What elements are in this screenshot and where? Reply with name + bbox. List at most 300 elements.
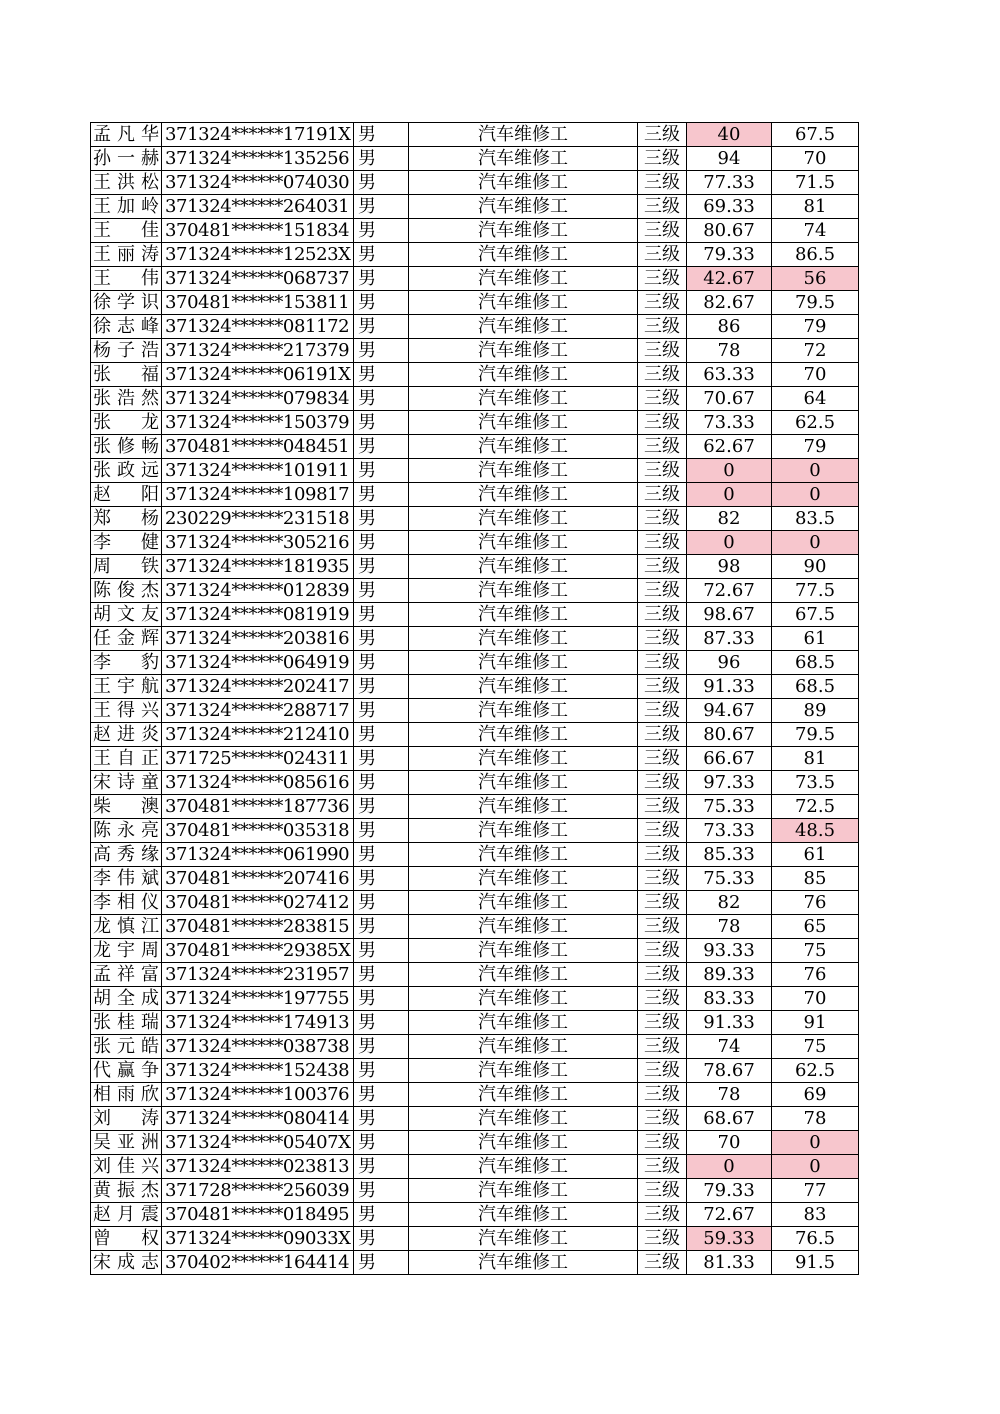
practical-score-cell: 89 <box>772 699 859 723</box>
name-cell: 胡文友 <box>91 603 162 627</box>
level-cell: 三级 <box>638 1083 687 1107</box>
occupation-cell: 汽车维修工 <box>409 771 638 795</box>
id-number-cell: 371324******06191X <box>162 363 354 387</box>
occupation-cell: 汽车维修工 <box>409 435 638 459</box>
table-row <box>91 1227 859 1251</box>
id-number-cell: 371324******061990 <box>162 843 354 867</box>
level-cell: 三级 <box>638 939 687 963</box>
name-cell: 张福 <box>91 363 162 387</box>
practical-score-cell: 68.5 <box>772 651 859 675</box>
occupation-cell: 汽车维修工 <box>409 387 638 411</box>
theory-score-cell: 98.67 <box>687 603 772 627</box>
name-cell: 周铁 <box>91 555 162 579</box>
name-cell: 刘涛 <box>91 1107 162 1131</box>
table-row <box>91 627 859 651</box>
id-number-cell: 230229******231518 <box>162 507 354 531</box>
occupation-cell: 汽车维修工 <box>409 315 638 339</box>
level-cell: 三级 <box>638 891 687 915</box>
gender-cell: 男 <box>354 1035 409 1059</box>
level-cell: 三级 <box>638 963 687 987</box>
level-cell: 三级 <box>638 123 687 147</box>
theory-score-cell: 42.67 <box>687 267 772 291</box>
theory-score-cell: 70 <box>687 1131 772 1155</box>
table-row <box>91 723 859 747</box>
gender-cell: 男 <box>354 1155 409 1179</box>
theory-score-cell: 0 <box>687 459 772 483</box>
level-cell: 三级 <box>638 579 687 603</box>
gender-cell: 男 <box>354 747 409 771</box>
level-cell: 三级 <box>638 459 687 483</box>
practical-score-cell: 48.5 <box>772 819 859 843</box>
gender-cell: 男 <box>354 1179 409 1203</box>
table-row <box>91 603 859 627</box>
id-number-cell: 371324******181935 <box>162 555 354 579</box>
occupation-cell: 汽车维修工 <box>409 1251 638 1275</box>
level-cell: 三级 <box>638 1011 687 1035</box>
id-number-cell: 371324******109817 <box>162 483 354 507</box>
name-cell: 高秀缘 <box>91 843 162 867</box>
practical-score-cell: 86.5 <box>772 243 859 267</box>
practical-score-cell: 67.5 <box>772 603 859 627</box>
gender-cell: 男 <box>354 1203 409 1227</box>
theory-score-cell: 78.67 <box>687 1059 772 1083</box>
practical-score-cell: 78 <box>772 1107 859 1131</box>
id-number-cell: 370481******027412 <box>162 891 354 915</box>
occupation-cell: 汽车维修工 <box>409 891 638 915</box>
practical-score-cell: 81 <box>772 747 859 771</box>
id-number-cell: 371324******288717 <box>162 699 354 723</box>
gender-cell: 男 <box>354 627 409 651</box>
id-number-cell: 371324******197755 <box>162 987 354 1011</box>
id-number-cell: 370481******187736 <box>162 795 354 819</box>
id-number-cell: 371324******09033X <box>162 1227 354 1251</box>
level-cell: 三级 <box>638 195 687 219</box>
name-cell: 赵月震 <box>91 1203 162 1227</box>
name-cell: 王自正 <box>91 747 162 771</box>
theory-score-cell: 68.67 <box>687 1107 772 1131</box>
id-number-cell: 371324******068737 <box>162 267 354 291</box>
name-cell: 孟凡华 <box>91 123 162 147</box>
gender-cell: 男 <box>354 555 409 579</box>
theory-score-cell: 0 <box>687 483 772 507</box>
name-cell: 赵阳 <box>91 483 162 507</box>
theory-score-cell: 0 <box>687 531 772 555</box>
id-number-cell: 370481******29385X <box>162 939 354 963</box>
practical-score-cell: 91.5 <box>772 1251 859 1275</box>
gender-cell: 男 <box>354 795 409 819</box>
table-row <box>91 963 859 987</box>
table-row <box>91 987 859 1011</box>
id-number-cell: 371324******038738 <box>162 1035 354 1059</box>
name-cell: 李豹 <box>91 651 162 675</box>
level-cell: 三级 <box>638 531 687 555</box>
practical-score-cell: 71.5 <box>772 171 859 195</box>
practical-score-cell: 62.5 <box>772 411 859 435</box>
theory-score-cell: 91.33 <box>687 675 772 699</box>
id-number-cell: 371725******024311 <box>162 747 354 771</box>
table-row <box>91 939 859 963</box>
practical-score-cell: 81 <box>772 195 859 219</box>
occupation-cell: 汽车维修工 <box>409 579 638 603</box>
level-cell: 三级 <box>638 363 687 387</box>
occupation-cell: 汽车维修工 <box>409 147 638 171</box>
gender-cell: 男 <box>354 651 409 675</box>
theory-score-cell: 70.67 <box>687 387 772 411</box>
name-cell: 相雨欣 <box>91 1083 162 1107</box>
practical-score-cell: 69 <box>772 1083 859 1107</box>
table-row <box>91 243 859 267</box>
practical-score-cell: 90 <box>772 555 859 579</box>
gender-cell: 男 <box>354 1059 409 1083</box>
occupation-cell: 汽车维修工 <box>409 243 638 267</box>
id-number-cell: 371324******203816 <box>162 627 354 651</box>
level-cell: 三级 <box>638 555 687 579</box>
gender-cell: 男 <box>354 267 409 291</box>
theory-score-cell: 72.67 <box>687 579 772 603</box>
gender-cell: 男 <box>354 819 409 843</box>
practical-score-cell: 79.5 <box>772 723 859 747</box>
gender-cell: 男 <box>354 339 409 363</box>
name-cell: 张龙 <box>91 411 162 435</box>
table-row <box>91 1203 859 1227</box>
score-table-body <box>91 123 859 1275</box>
name-cell: 张桂瑞 <box>91 1011 162 1035</box>
theory-score-cell: 97.33 <box>687 771 772 795</box>
table-row <box>91 1083 859 1107</box>
id-number-cell: 370481******035318 <box>162 819 354 843</box>
occupation-cell: 汽车维修工 <box>409 459 638 483</box>
level-cell: 三级 <box>638 1155 687 1179</box>
occupation-cell: 汽车维修工 <box>409 363 638 387</box>
gender-cell: 男 <box>354 939 409 963</box>
name-cell: 张元皓 <box>91 1035 162 1059</box>
theory-score-cell: 80.67 <box>687 219 772 243</box>
id-number-cell: 370481******283815 <box>162 915 354 939</box>
level-cell: 三级 <box>638 315 687 339</box>
practical-score-cell: 70 <box>772 987 859 1011</box>
id-number-cell: 371324******05407X <box>162 1131 354 1155</box>
theory-score-cell: 75.33 <box>687 795 772 819</box>
practical-score-cell: 70 <box>772 363 859 387</box>
table-row <box>91 579 859 603</box>
name-cell: 王宇航 <box>91 675 162 699</box>
name-cell: 龙宇周 <box>91 939 162 963</box>
level-cell: 三级 <box>638 483 687 507</box>
theory-score-cell: 78 <box>687 915 772 939</box>
name-cell: 孙一赫 <box>91 147 162 171</box>
name-cell: 张修畅 <box>91 435 162 459</box>
practical-score-cell: 0 <box>772 459 859 483</box>
id-number-cell: 371324******152438 <box>162 1059 354 1083</box>
occupation-cell: 汽车维修工 <box>409 411 638 435</box>
id-number-cell: 371324******12523X <box>162 243 354 267</box>
table-row <box>91 339 859 363</box>
name-cell: 胡全成 <box>91 987 162 1011</box>
id-number-cell: 371324******085616 <box>162 771 354 795</box>
theory-score-cell: 69.33 <box>687 195 772 219</box>
id-number-cell: 371324******081919 <box>162 603 354 627</box>
name-cell: 徐学识 <box>91 291 162 315</box>
occupation-cell: 汽车维修工 <box>409 507 638 531</box>
table-row <box>91 747 859 771</box>
name-cell: 徐志峰 <box>91 315 162 339</box>
practical-score-cell: 0 <box>772 1131 859 1155</box>
name-cell: 刘佳兴 <box>91 1155 162 1179</box>
gender-cell: 男 <box>354 243 409 267</box>
table-row <box>91 1035 859 1059</box>
occupation-cell: 汽车维修工 <box>409 963 638 987</box>
table-row <box>91 387 859 411</box>
level-cell: 三级 <box>638 915 687 939</box>
practical-score-cell: 75 <box>772 939 859 963</box>
id-number-cell: 370481******153811 <box>162 291 354 315</box>
gender-cell: 男 <box>354 291 409 315</box>
table-row <box>91 771 859 795</box>
theory-score-cell: 79.33 <box>687 1179 772 1203</box>
gender-cell: 男 <box>354 891 409 915</box>
level-cell: 三级 <box>638 699 687 723</box>
occupation-cell: 汽车维修工 <box>409 867 638 891</box>
level-cell: 三级 <box>638 603 687 627</box>
id-number-cell: 371324******174913 <box>162 1011 354 1035</box>
gender-cell: 男 <box>354 1251 409 1275</box>
level-cell: 三级 <box>638 1131 687 1155</box>
practical-score-cell: 76 <box>772 891 859 915</box>
table-row <box>91 1155 859 1179</box>
gender-cell: 男 <box>354 675 409 699</box>
table-row <box>91 147 859 171</box>
id-number-cell: 371324******079834 <box>162 387 354 411</box>
id-number-cell: 371324******080414 <box>162 1107 354 1131</box>
practical-score-cell: 76 <box>772 963 859 987</box>
level-cell: 三级 <box>638 219 687 243</box>
practical-score-cell: 77 <box>772 1179 859 1203</box>
id-number-cell: 371728******256039 <box>162 1179 354 1203</box>
name-cell: 张浩然 <box>91 387 162 411</box>
gender-cell: 男 <box>354 1227 409 1251</box>
level-cell: 三级 <box>638 1059 687 1083</box>
level-cell: 三级 <box>638 1203 687 1227</box>
practical-score-cell: 79 <box>772 315 859 339</box>
theory-score-cell: 94 <box>687 147 772 171</box>
level-cell: 三级 <box>638 747 687 771</box>
gender-cell: 男 <box>354 963 409 987</box>
gender-cell: 男 <box>354 843 409 867</box>
level-cell: 三级 <box>638 1179 687 1203</box>
gender-cell: 男 <box>354 723 409 747</box>
theory-score-cell: 93.33 <box>687 939 772 963</box>
practical-score-cell: 79 <box>772 435 859 459</box>
practical-score-cell: 62.5 <box>772 1059 859 1083</box>
gender-cell: 男 <box>354 507 409 531</box>
theory-score-cell: 73.33 <box>687 819 772 843</box>
practical-score-cell: 83.5 <box>772 507 859 531</box>
level-cell: 三级 <box>638 651 687 675</box>
id-number-cell: 371324******100376 <box>162 1083 354 1107</box>
practical-score-cell: 70 <box>772 147 859 171</box>
occupation-cell: 汽车维修工 <box>409 675 638 699</box>
occupation-cell: 汽车维修工 <box>409 555 638 579</box>
occupation-cell: 汽车维修工 <box>409 1107 638 1131</box>
table-row <box>91 819 859 843</box>
gender-cell: 男 <box>354 867 409 891</box>
table-row <box>91 219 859 243</box>
table-row <box>91 459 859 483</box>
id-number-cell: 371324******074030 <box>162 171 354 195</box>
table-row <box>91 891 859 915</box>
theory-score-cell: 89.33 <box>687 963 772 987</box>
practical-score-cell: 0 <box>772 531 859 555</box>
table-row <box>91 867 859 891</box>
occupation-cell: 汽车维修工 <box>409 795 638 819</box>
table-row <box>91 171 859 195</box>
occupation-cell: 汽车维修工 <box>409 819 638 843</box>
practical-score-cell: 67.5 <box>772 123 859 147</box>
theory-score-cell: 74 <box>687 1035 772 1059</box>
table-row <box>91 1131 859 1155</box>
level-cell: 三级 <box>638 819 687 843</box>
table-row <box>91 915 859 939</box>
id-number-cell: 371324******064919 <box>162 651 354 675</box>
practical-score-cell: 68.5 <box>772 675 859 699</box>
occupation-cell: 汽车维修工 <box>409 1131 638 1155</box>
name-cell: 陈俊杰 <box>91 579 162 603</box>
practical-score-cell: 79.5 <box>772 291 859 315</box>
table-row <box>91 555 859 579</box>
name-cell: 王佳 <box>91 219 162 243</box>
level-cell: 三级 <box>638 987 687 1011</box>
gender-cell: 男 <box>354 579 409 603</box>
level-cell: 三级 <box>638 267 687 291</box>
practical-score-cell: 75 <box>772 1035 859 1059</box>
level-cell: 三级 <box>638 435 687 459</box>
practical-score-cell: 65 <box>772 915 859 939</box>
gender-cell: 男 <box>354 411 409 435</box>
name-cell: 陈永亮 <box>91 819 162 843</box>
table-row <box>91 267 859 291</box>
name-cell: 黄振杰 <box>91 1179 162 1203</box>
level-cell: 三级 <box>638 1107 687 1131</box>
id-number-cell: 371324******231957 <box>162 963 354 987</box>
occupation-cell: 汽车维修工 <box>409 627 638 651</box>
name-cell: 曾权 <box>91 1227 162 1251</box>
name-cell: 王得兴 <box>91 699 162 723</box>
gender-cell: 男 <box>354 363 409 387</box>
occupation-cell: 汽车维修工 <box>409 1155 638 1179</box>
theory-score-cell: 91.33 <box>687 1011 772 1035</box>
gender-cell: 男 <box>354 1083 409 1107</box>
practical-score-cell: 64 <box>772 387 859 411</box>
occupation-cell: 汽车维修工 <box>409 843 638 867</box>
gender-cell: 男 <box>354 603 409 627</box>
table-row <box>91 507 859 531</box>
theory-score-cell: 0 <box>687 1155 772 1179</box>
occupation-cell: 汽车维修工 <box>409 939 638 963</box>
name-cell: 宋成志 <box>91 1251 162 1275</box>
id-number-cell: 370402******164414 <box>162 1251 354 1275</box>
occupation-cell: 汽车维修工 <box>409 1011 638 1035</box>
gender-cell: 男 <box>354 915 409 939</box>
gender-cell: 男 <box>354 171 409 195</box>
name-cell: 王加岭 <box>91 195 162 219</box>
theory-score-cell: 83.33 <box>687 987 772 1011</box>
id-number-cell: 371324******150379 <box>162 411 354 435</box>
table-row <box>91 1011 859 1035</box>
theory-score-cell: 78 <box>687 1083 772 1107</box>
name-cell: 王洪松 <box>91 171 162 195</box>
occupation-cell: 汽车维修工 <box>409 987 638 1011</box>
level-cell: 三级 <box>638 723 687 747</box>
occupation-cell: 汽车维修工 <box>409 603 638 627</box>
name-cell: 孟祥富 <box>91 963 162 987</box>
id-number-cell: 371324******012839 <box>162 579 354 603</box>
id-number-cell: 371324******202417 <box>162 675 354 699</box>
id-number-cell: 371324******305216 <box>162 531 354 555</box>
theory-score-cell: 62.67 <box>687 435 772 459</box>
table-row <box>91 1059 859 1083</box>
table-row <box>91 795 859 819</box>
id-number-cell: 371324******212410 <box>162 723 354 747</box>
id-number-cell: 371324******17191X <box>162 123 354 147</box>
practical-score-cell: 76.5 <box>772 1227 859 1251</box>
gender-cell: 男 <box>354 459 409 483</box>
practical-score-cell: 91 <box>772 1011 859 1035</box>
name-cell: 赵进炎 <box>91 723 162 747</box>
practical-score-cell: 83 <box>772 1203 859 1227</box>
theory-score-cell: 80.67 <box>687 723 772 747</box>
occupation-cell: 汽车维修工 <box>409 531 638 555</box>
level-cell: 三级 <box>638 1251 687 1275</box>
name-cell: 李伟斌 <box>91 867 162 891</box>
level-cell: 三级 <box>638 507 687 531</box>
table-row <box>91 483 859 507</box>
name-cell: 龙慎江 <box>91 915 162 939</box>
table-row <box>91 411 859 435</box>
gender-cell: 男 <box>354 147 409 171</box>
id-number-cell: 371324******264031 <box>162 195 354 219</box>
occupation-cell: 汽车维修工 <box>409 291 638 315</box>
id-number-cell: 370481******151834 <box>162 219 354 243</box>
theory-score-cell: 86 <box>687 315 772 339</box>
level-cell: 三级 <box>638 411 687 435</box>
level-cell: 三级 <box>638 675 687 699</box>
theory-score-cell: 79.33 <box>687 243 772 267</box>
practical-score-cell: 0 <box>772 483 859 507</box>
occupation-cell: 汽车维修工 <box>409 171 638 195</box>
practical-score-cell: 74 <box>772 219 859 243</box>
occupation-cell: 汽车维修工 <box>409 747 638 771</box>
name-cell: 李相仪 <box>91 891 162 915</box>
gender-cell: 男 <box>354 315 409 339</box>
theory-score-cell: 40 <box>687 123 772 147</box>
gender-cell: 男 <box>354 987 409 1011</box>
practical-score-cell: 61 <box>772 627 859 651</box>
occupation-cell: 汽车维修工 <box>409 1227 638 1251</box>
level-cell: 三级 <box>638 387 687 411</box>
table-row <box>91 363 859 387</box>
practical-score-cell: 77.5 <box>772 579 859 603</box>
name-cell: 郑杨 <box>91 507 162 531</box>
id-number-cell: 371324******101911 <box>162 459 354 483</box>
gender-cell: 男 <box>354 123 409 147</box>
table-row <box>91 531 859 555</box>
table-row <box>91 435 859 459</box>
id-number-cell: 371324******135256 <box>162 147 354 171</box>
level-cell: 三级 <box>638 867 687 891</box>
practical-score-cell: 0 <box>772 1155 859 1179</box>
practical-score-cell: 72.5 <box>772 795 859 819</box>
occupation-cell: 汽车维修工 <box>409 699 638 723</box>
